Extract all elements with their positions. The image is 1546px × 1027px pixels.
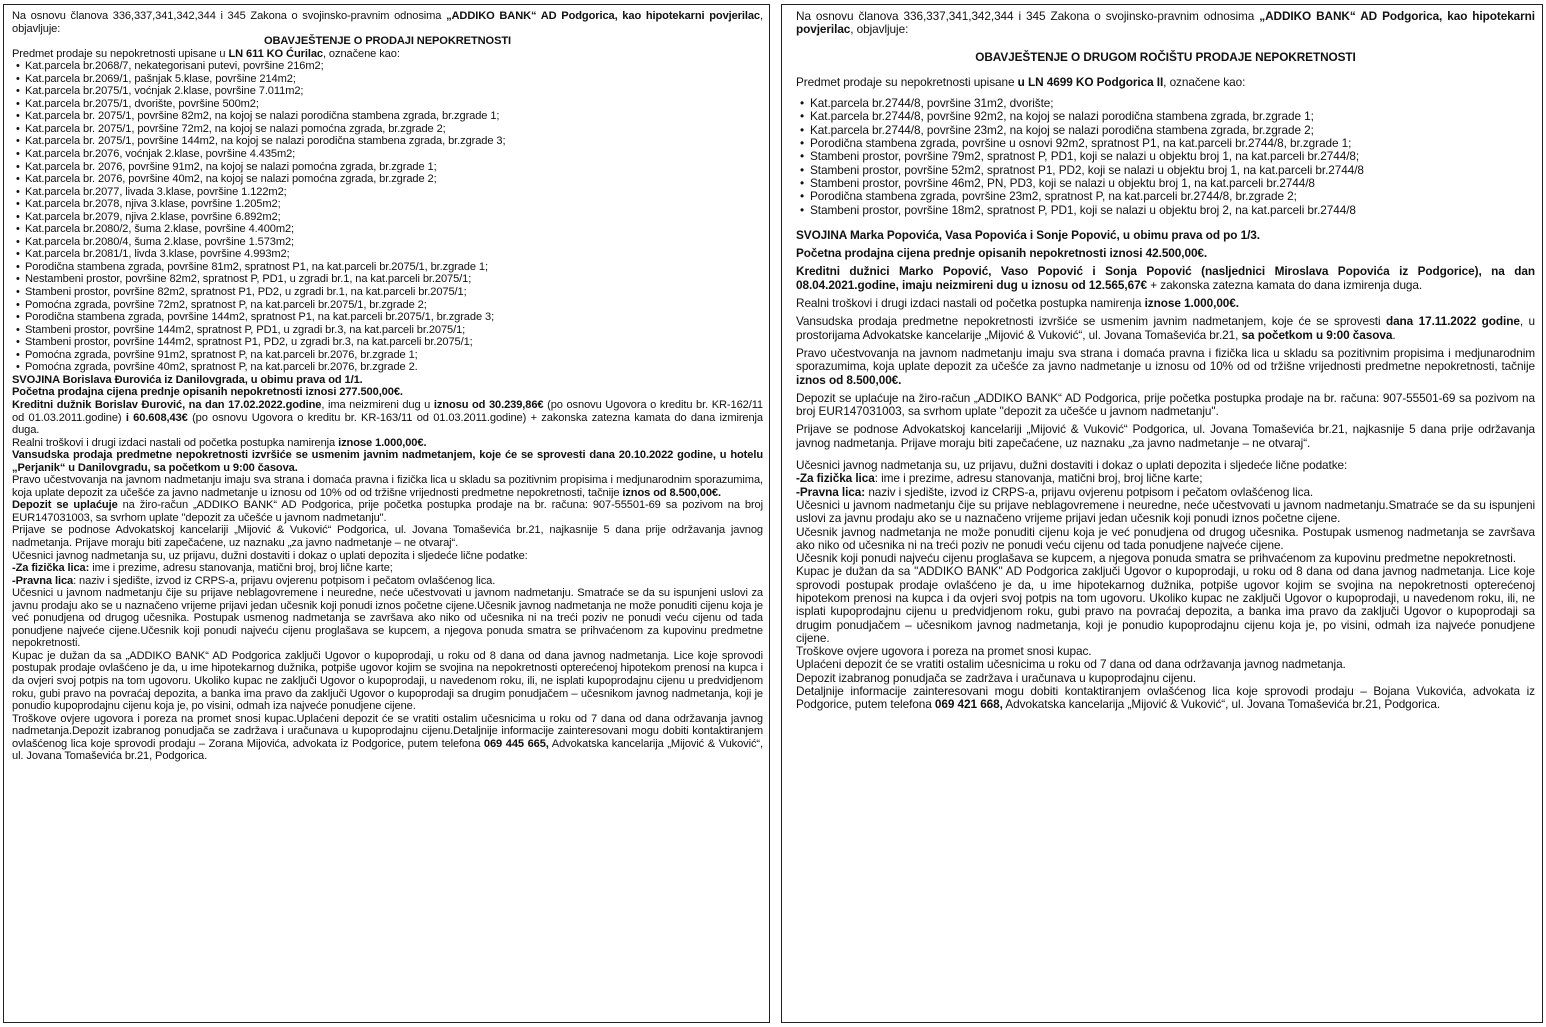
list-item: • Pomoćna zgrada, površine 91m2, spratnost P, na kat.parceli br.2076, br.zgrade 1; — [12, 349, 763, 362]
list-item: • Kat.parcela br. 2076, površine 91m2, na kojoj se nalazi pomoćna zgrada, br.zgrade 1; — [12, 161, 763, 174]
list-item: • Kat.parcela br. 2075/1, površine 72m2, na kojoj se nalazi pomoćna zgrada, br.zgrade 2; — [12, 123, 763, 136]
notice-second-hearing-right — [781, 4, 1543, 1023]
start-price: Početna prodajna cijena prednje opisanih nepokretnosti iznosi 42.500,00€. — [796, 246, 1208, 261]
list-item: • Nestambeni prostor, površine 82m2, spratnost P, PD1, u zgradi br.1, na kat.parceli br.2075/1; — [12, 273, 763, 286]
bank-name: „ADDIKO BANK“ AD Podgorica, kao hipotekarni povjerilac — [796, 9, 1535, 37]
list-item: • Kat.parcela br.2080/2, šuma 2.klase, površine 4.400m2; — [12, 223, 763, 236]
land-register: LN 611 KO Ćurilac — [228, 47, 323, 60]
deposit-paragraph: Depozit se uplaćuje na žiro-račun „ADDIKO BANK“ AD Podgorica, prije početka postupka prodaje na br. računa: 907-55501-69 sa pozivom na broj EUR147031003, sa svrhom uplate "depozit za učešće u javnom nadmetanju". — [796, 390, 1535, 419]
list-item: • Kat.parcela br.2069/1, pašnjak 5.klase, površine 214m2; — [12, 73, 763, 86]
participants-paragraph: Učesnici javnog nadmetanja su, uz prijavu, dužni dostaviti i dokaz o uplati depozita i sljedeće lične podatke: — [12, 549, 528, 562]
intro-paragraph: Na osnovu članova 336,337,341,342,344 i 345 Zakona o svojinsko-pravnim odnosima „ADDIKO BANK“ AD Podgorica, kao hipotekarni povjerilac, objavljuje: — [796, 9, 1535, 37]
list-item: • Kat.parcela br. 2075/1, površine 144m2, na kojoj se nalazi porodična stambena zgrada, br.zgrade 3; — [12, 135, 763, 148]
debt-paragraph: Kreditni dužnici Marko Popović, Vaso Popović i Sonja Popović (nasljednici Miroslava Popovića iz Podgorice), na dan 08.04.2021.godine, imaju neizmireni dug u iznosu od 12.565,67€ + zakonska zatezna kamata do dana izmirenja duga. — [796, 264, 1535, 292]
rules-paragraph: Učesnici u javnom nadmetanju čije su prijave neblagovremene i neuredne, neće učestvovati u javnom nadmetanju. Smatraće se da su ispunjeni uslovi za javnu prodaju ako se u naznačeno vrijeme prijavi jedan učesnik koji ponudi iznos početne cijene.Učesnik javnog nadmetanja ne može ponuditi cijenu koja je već ponudjena od drugog učesnika. Postupak usmenog nadmetanja se završava ako niko od učesnika ni na treći poziv ne ponudi veću cijenu od tada ponudjene najveće cijene.Učesnik koji ponudi najveću cijenu proglašava se kupcem, a njegova ponuda smatra se prihvaćenom za kupovinu predmetne nepokretnosti. — [12, 587, 763, 650]
list-item: • Kat.parcela br.2080/4, šuma 2.klase, površine 1.573m2; — [12, 236, 763, 249]
rules-paragraph: Učesnici u javnom nadmetanju čije su prijave neblagovremene i neuredne, neće učestvovati u javnom nadmetanju.Smatraće se da su ispunjeni uslovi za javnu prodaju ako se u naznačeno vrijeme prijavi jedan učesnik koji ponudi iznos početne cijene. — [796, 497, 1535, 526]
list-item: • Stambeni prostor, površine 79m2, spratnost P, PD1, koji se nalazi u objektu broj 1, na kat.parceli br.2744/8; — [796, 150, 1535, 163]
list-item: • Kat.parcela br.2081/1, livda 3.klase, površine 4.993m2; — [12, 248, 763, 261]
list-item: • Pomoćna zgrada, površine 72m2, spratnost P, na kat.parceli br.2075/1, br.zgrade 2; — [12, 299, 763, 312]
list-item: • Pomoćna zgrada, površine 40m2, spratnost P, na kat.parceli br.2076, br.zgrade 2. — [12, 361, 763, 374]
list-item: • Porodična stambena zgrada, površine 81m2, spratnost P1, na kat.parceli br.2075/1, br.zgrade 1; — [12, 261, 763, 274]
participants-paragraph: Učesnici javnog nadmetanja su, uz prijavu, dužni dostaviti i dokaz o uplati depozita i sljedeće lične podatke: — [796, 458, 1348, 473]
list-item: • Stambeni prostor, površine 144m2, spratnost P, PD1, u zgradi br.3, na kat.parceli br.2075/1; — [12, 324, 763, 337]
notice-title: OBAVJEŠTENJE O DRUGOM ROČIŠTU PRODAJE NEPOKRETNOSTI — [975, 49, 1356, 64]
subject-paragraph: Predmet prodaje su nepokretnosti upisane u LN 611 KO Ćurilac, označene kao: — [12, 47, 400, 60]
phone-number: 069 445 665, — [483, 737, 549, 750]
costs-paragraph: Realni troškovi i drugi izdaci nastali od početka postupka namirenja iznose 1.000,00€. — [796, 296, 1239, 311]
applications-paragraph: Prijave se podnose Advokatskoj kancelariji „Mijović & Vuković“ Podgorica, ul. Jovana Tomaševića br.21, najkasnije 5 dana prije održavanja javnog nadmetanja. Prijave moraju biti zapečaćene, uz naznaku „za javno nadmetanje – ne otvaraj“. — [796, 422, 1535, 450]
subject-paragraph: Predmet prodaje su nepokretnosti upisane u LN 4699 KO Podgorica II, označene kao: — [796, 74, 1246, 89]
final-paragraph: Troškove ovjere ugovora i poreza na promet snosi kupac.Uplaćeni depozit će se vratiti ostalim učesnicima u roku od 7 dana od dana održavanja javnog nadmetanja.Depozit izabranog ponudjača se zadržava i uračunava u kupoprodajnu cijenu.Detaljnije informacije zainteresovani mogu dobiti kontaktiranjem ovlašćenog lica koje sprovodi prodaju – Zorana Mijovića, advokata iz Podgorice, putem telefona 069 445 665, Advokatska kancelarija „Mijović & Vuković“, ul. Jovana Tomaševića br.21, Podgorica. — [12, 712, 763, 763]
auction-paragraph: Vansudska prodaja predmetne nepokretnosti izvršiće se usmenim javnim nadmetanjem, koje će se sprovesti dana 20.10.2022 godine, u hotelu „Perjanik“ u Danilovgradu, sa početkom u 9:00 časova. — [12, 449, 763, 474]
list-item: • Kat.parcela br.2077, livada 3.klase, površine 1.122m2; — [12, 186, 763, 199]
start-price: Početna prodajna cijena prednje opisanih nepokretnosti iznosi 277.500,00€. — [12, 386, 403, 399]
retained-paragraph: Depozit izabranog ponudjača se zadržava i uračunava u kupoprodajnu cijenu. — [796, 670, 1197, 685]
list-item: • Stambeni prostor, površine 46m2, PN, PD3, koji se nalazi u objektu broj 1, na kat.parceli br.2744/8 — [796, 177, 1535, 190]
auction-paragraph: Vansudska prodaja predmetne nepokretnosti izvršiće se usmenim javnim nadmetanjem, koje će se sprovesti dana 17.11.2022 godine, u prostorijama Advokatske kancelarije „Mijović & Vuković“, ul. Jovana Tomaševića br.21, sa početkom u 9:00 časova. — [796, 314, 1535, 342]
costs-paragraph: Realni troškovi i drugi izdaci nastali od početka postupka namirenja iznose 1.000,00€. — [12, 436, 427, 449]
rules-paragraph: Učesnik koji ponudi najveću cijenu proglašava se kupcem, a njegova ponuda smatra se prihvaćenom za kupovinu predmetne nepokretnosti. — [796, 551, 1516, 566]
applications-paragraph: Prijave se podnose Advokatskoj kancelariji „Mijović & Vuković“ Podgorica, ul. Jovana Tomaševića br.21, najkasnije 5 dana prije održavanja javnog nadmetanja. Prijave moraju biti zapečaćene, uz naznaku „za javno nadmetanje – ne otvaraj“. — [12, 524, 763, 549]
final-paragraph: Detaljnije informacije zainteresovani mogu dobiti kontaktiranjem ovlašćenog lica koje sprovodi prodaju – Bojana Vukovića, advokata iz Podgorice, putem telefona 069 421 668, Advokatska kancelarija „Mijović & Vuković“, ul. Jovana Tomaševića br.21, Podgorica. — [796, 684, 1535, 712]
list-item: • Stambeni prostor, površine 144m2, spratnost P1, PD2, u zgradi br.3, na kat.parceli br.2075/1; — [12, 336, 763, 349]
phone-number: 069 421 668, — [934, 697, 1003, 712]
bank-name: „ADDIKO BANK“ AD Podgorica, kao hipotekarni povjerilac — [446, 10, 761, 22]
list-item: • Kat.parcela br.2075/1, voćnjak 2.klase, površine 7.011m2; — [12, 85, 763, 98]
list-item: • Kat.parcela br.2078, njiva 3.klase, površine 1.205m2; — [12, 198, 763, 211]
property-list — [12, 60, 763, 374]
list-item: • Stambeni prostor, površine 18m2, spratnost P, PD1, koji se nalazi u objektu broj 2, na kat.parceli br.2744/8 — [796, 204, 1535, 217]
rules-paragraph: Učesnik javnog nadmetanja ne može ponuditi cijenu koja je već ponudjena od drugog učesnika. Postupak usmenog nadmetanja se završava ako niko od učesnika ni na treći poziv ne ponudi veću cijenu od tada ponudjene najveće cijene. — [796, 524, 1535, 552]
list-item: • Stambeni prostor, površine 82m2, spratnost P1, PD2, u zgradi br.1, na kat.parceli br.2075/1; — [12, 286, 763, 299]
list-item: • Kat.parcela br. 2075/1, površine 82m2, na kojoj se nalazi porodična stambena zgrada, br.zgrade 1; — [12, 110, 763, 123]
list-item: • Porodična stambena zgrada, površine 23m2, spratnost P, na kat.parceli br.2744/8, br.zgrade 2; — [796, 190, 1535, 203]
list-item: • Porodična stambena zgrada, površine 144m2, spratnost P1, na kat.parceli br.2075/1, br.zgrade 3; — [12, 311, 763, 324]
legal-persons: -Pravna lica: naziv i sjedište, izvod iz CRPS-a, prijavu ovjerenu potpisom i pečatom ovlašćenog lica. — [12, 574, 496, 587]
property-list — [796, 97, 1535, 217]
ownership: SVOJINA Marka Popovića, Vasa Popovića i Sonje Popović, u obimu prava od po 1/3. — [796, 227, 1260, 242]
list-item: • Kat.parcela br.2744/8, površine 31m2, dvorište; — [796, 97, 1535, 110]
list-item: • Kat.parcela br. 2076, površine 40m2, na kojoj se nalazi pomoćna zgrada, br.zgrade 2; — [12, 173, 763, 186]
list-item: • Kat.parcela br.2076, voćnjak 2.klase, površine 4.435m2; — [12, 148, 763, 161]
ownership: SVOJINA Borislava Đurovića iz Danilovgrada, u obimu prava od 1/1. — [12, 373, 363, 386]
legal-persons: -Pravna lica: naziv i sjedište, izvod iz CRPS-a, prijavu ovjerenu potpisom i pečatom ovlašćenog lica. — [796, 484, 1314, 499]
debt-paragraph: Kreditni dužnik Borislav Đurović, na dan 17.02.2022.godine, ima neizmireni dug u iznosu od 30.239,86€ (po osnovu Ugovora o kreditu br. KR-162/11 od 01.03.2011.godine) i 60.608,43€ (po osnovu Ugovora o kreditu br. KR-163/11 od 01.03.2011.godine) + zakonska zatezna kamata do dana izmirenja duga. — [12, 398, 764, 437]
tax-paragraph: Troškove ovjere ugovora i poreza na promet snosi kupac. — [796, 644, 1092, 659]
list-item: • Kat.parcela br.2744/8, površine 23m2, na kojoj se nalazi porodična stambena zgrada, br.zgrade 2; — [796, 124, 1535, 137]
natural-persons: -Za fizička lica: ime i prezime, adresu stanovanja, matični broj, broj lične karte; — [796, 471, 1203, 486]
list-item: • Stambeni prostor, površine 52m2, spratnost P1, PD2, koji se nalazi u objektu broj 1, na kat.parceli br.2744/8 — [796, 164, 1535, 177]
list-item: • Porodična stambena zgrada, površine u osnovi 92m2, spratnost P1, na kat.parceli br.2744/8, br.zgrade 1; — [796, 137, 1535, 150]
participation-paragraph: Pravo učestvovanja na javnom nadmetanju imaju sva strana i domaća pravna i fizička lica u skladu sa pozitivnim propisima i medjunarodnim sporazumima, koja uplate depozit za učešće za javno nadmetanje u iznosu od 10% od od tržišne vrijednosti predmetne nepokretnosti, tačnije iznos od 8.500,00€. — [796, 345, 1535, 387]
intro-paragraph: Na osnovu članova 336,337,341,342,344 i 345 Zakona o svojinsko-pravnim odnosima „ADDIKO BANK“ AD Podgorica, kao hipotekarni povjerilac, objavljuje: — [12, 10, 763, 35]
natural-persons: -Za fizička lica: ime i prezime, adresu stanovanja, matični broj, broj lične karte; — [12, 562, 393, 575]
list-item: • Kat.parcela br.2075/1, dvorište, površine 500m2; — [12, 98, 763, 111]
notice-sale-left — [3, 4, 770, 1023]
land-register: u LN 4699 KO Podgorica II — [1017, 74, 1164, 89]
buyer-paragraph: Kupac je dužan da sa „ADDIKO BANK“ AD Podgorica zaključi Ugovor o kupoprodaji, u roku od 8 dana od dana javnog nadmetanja. Lice koje sprovodi postupak prodaje ovlašćeno je da, u ime hipotekarnog dužnika, potpiše ugovor kojim se svojina na nepokretnosti opterećenoj hipotekom prenosi na kupca i da ovjeri svoj potpis na tom ugovoru. Ukoliko kupac ne zaključi Ugovor o kupoprodaji, u navedenom roku, ili, ne isplati kupoprodajnu cijenu u predvidjenom roku, gubi pravo na povraćaj depozita, a banka ima pravo da zaključi Ugovor o kupoprodaji sa drugim ponudjačem – učesnikom javnog nadmetanja, koji je ponudio kupoprodajnu cijenu koja je, po visini, odmah iza najveće ponudjene cijene. — [12, 649, 763, 713]
buyer-paragraph: Kupac je dužan da sa "ADDIKO BANK" AD Podgorica zaključi Ugovor o kupoprodaji, u roku od 8 dana od dana javnog nadmetanja. Lice koje sprovodi postupak prodaje ovlašćeno je da, u ime hipotekarnog dužnika, potpiše ugovor kojim se svojina na nepokretnosti opterećenoj hipotekom prenosi na kupca i da ovjeri svoj potpis na tom ugovoru. Ukoliko kupac ne zaključi Ugovor o kupoprodaji, u navedenom roku, ili, ne isplati kupoprodajnu cijenu u predvidjenom roku, gubi pravo na povraćaj depozita, a banka ima pravo da zaključi Ugovor o kupoprodaji sa drugim ponudjačem – učesnikom javnog nadmetanja, koji je ponudio kupoprodajnu cijenu koja je, po visini, odmah iza najveće ponudjene cijene. — [796, 564, 1535, 645]
list-item: • Kat.parcela br.2079, njiva 2.klase, površine 6.892m2; — [12, 211, 763, 224]
participation-paragraph: Pravo učestvovanja na javnom nadmetanju imaju sva strana i domaća pravna i fizička lica u skladu sa pozitivnim propisima i medjunarodnim sporazumima, koja uplate depozit za učešće za javno nadmetanje u iznosu od 10% od od tržišne vrijednosti predmetne nepokretnosti, tačnije iznos od 8.500,00€. — [12, 474, 763, 499]
notice-title: OBAVJEŠTENJE O PRODAJI NEPOKRETNOSTI — [263, 35, 512, 48]
deposit-paragraph: Depozit se uplaćuje na žiro-račun „ADDIKO BANK“ AD Podgorica, prije početka postupka prodaje na br. računa: 907-55501-69 sa pozivom na broj EUR147031003, sa svrhom uplate "depozit za učešće u javnom nadmetanju". — [12, 499, 763, 524]
list-item: • Kat.parcela br.2744/8, površine 92m2, na kojoj se nalazi porodična stambena zgrada, br.zgrade 1; — [796, 110, 1535, 123]
refund-paragraph: Uplaćeni depozit će se vratiti ostalim učesnicima u roku od 7 dana od dana održavanja javnog nadmetanja. — [796, 657, 1346, 672]
list-item: • Kat.parcela br.2068/7, nekategorisani putevi, površine 216m2; — [12, 60, 763, 73]
